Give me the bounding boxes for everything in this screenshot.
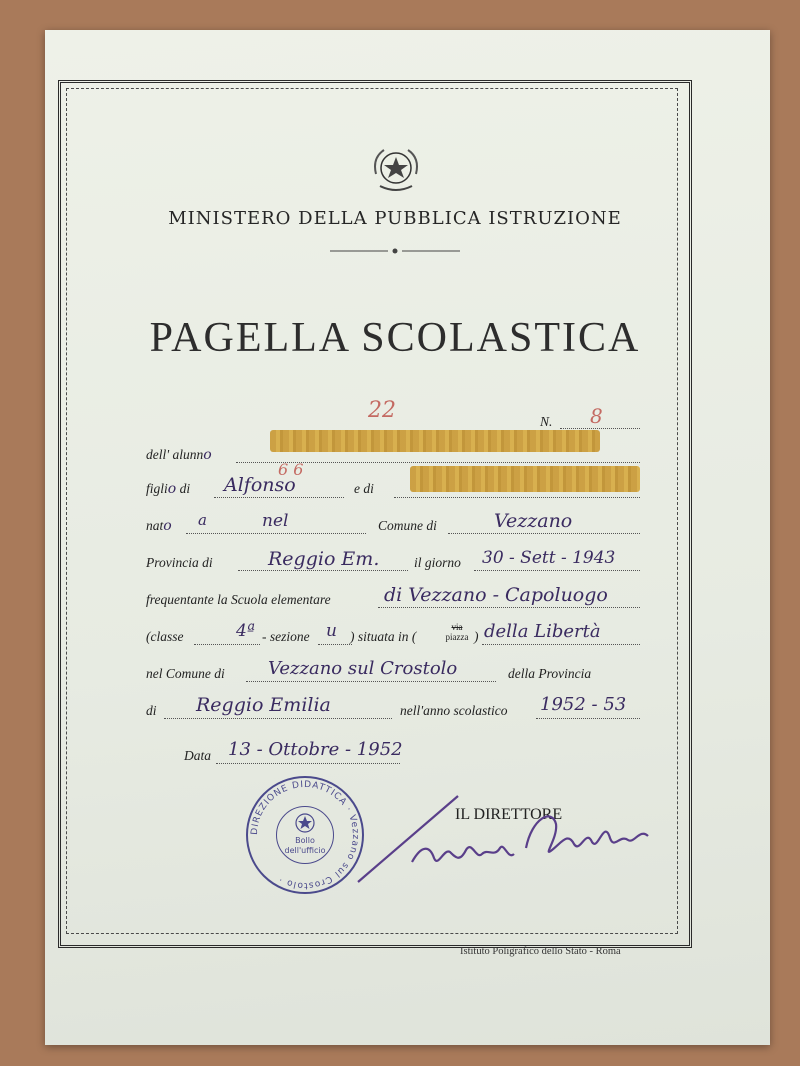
birth-date: 30 - Sett - 1943 xyxy=(482,548,616,568)
via-value: della Libertà xyxy=(484,621,601,642)
mother-line xyxy=(394,497,640,498)
situata-label: ) situata in ( xyxy=(350,629,417,644)
ornament-divider xyxy=(330,246,460,256)
redacted-student-name xyxy=(270,430,600,452)
nel-comune-line xyxy=(246,681,496,682)
italian-emblem-icon xyxy=(368,144,424,196)
father-name: Alfonso xyxy=(224,474,296,496)
director-label: IL DIRETTORE xyxy=(455,806,563,823)
di-label: di xyxy=(146,703,157,718)
anno-label: nell'anno scolastico xyxy=(400,703,508,718)
data-line xyxy=(216,763,400,764)
provincia-line xyxy=(238,570,408,571)
provincia-value: Reggio Em. xyxy=(268,548,380,570)
via-line xyxy=(482,644,640,645)
ministry-heading: MINISTERO DELLA PUBBLICA ISTRUZIONE xyxy=(168,208,622,229)
sezione-label: - sezione xyxy=(262,629,310,644)
sezione-line xyxy=(318,644,352,645)
red-pencil-mark-2: 6 6 xyxy=(278,460,304,479)
red-pencil-mark: 22 xyxy=(368,398,396,423)
sezione-value: u xyxy=(326,621,337,641)
number-line xyxy=(560,428,640,429)
della-provincia-label: della Provincia xyxy=(508,666,592,681)
nato-value: a xyxy=(198,511,207,529)
provincia2-line xyxy=(164,718,392,719)
data-label: Data xyxy=(184,748,211,763)
scuola-value: di Vezzano - Capoluogo xyxy=(384,584,608,606)
publisher-footer: Istituto Poligrafico dello Stato - Roma xyxy=(460,946,621,957)
nel-value: nel xyxy=(262,511,289,531)
stamp-emblem-icon xyxy=(293,812,317,834)
document-title: PAGELLA SCOLASTICA xyxy=(149,315,641,361)
provincia2-value: Reggio Emilia xyxy=(196,694,331,716)
classe-value: 4ª xyxy=(236,621,255,641)
data-value: 13 - Ottobre - 1952 xyxy=(228,739,403,760)
anno-line xyxy=(536,718,640,719)
number-label: N. xyxy=(540,414,553,429)
nel-comune-value: Vezzano sul Crostolo xyxy=(268,658,458,679)
father-line xyxy=(214,497,344,498)
alunno-label: dell' alunno xyxy=(146,447,212,463)
comune-line xyxy=(448,533,640,534)
redacted-mother-name xyxy=(410,466,640,492)
comune-value: Vezzano xyxy=(494,510,573,532)
frequentante-label: frequentante la Scuola elementare xyxy=(146,592,331,607)
number-value: 8 xyxy=(590,404,603,428)
classe-label: (classe xyxy=(146,629,184,644)
nato-label: nato xyxy=(146,518,172,534)
birth-date-line xyxy=(474,570,640,571)
director-signature xyxy=(352,788,662,888)
via-piazza-label: via piazza xyxy=(445,622,469,642)
classe-line xyxy=(194,644,260,645)
provincia-label: Provincia di xyxy=(146,555,213,570)
mother-label: e di xyxy=(354,481,374,496)
anno-value: 1952 - 53 xyxy=(540,694,627,715)
comune-label: Comune di xyxy=(378,518,437,533)
svg-text:DIREZIONE DIDATTICA · Vezzano: DIREZIONE DIDATTICA · Vezzano sul Crostolo · xyxy=(249,779,361,891)
stamp-bollo: Bollo xyxy=(295,836,315,845)
close-paren: ) xyxy=(474,629,479,644)
scuola-line xyxy=(378,607,640,608)
stamp-ufficio: dell'ufficio xyxy=(284,846,326,855)
nel-comune-label: nel Comune di xyxy=(146,666,225,681)
nato-line xyxy=(186,533,366,534)
figlio-label: figlio di xyxy=(146,481,191,497)
giorno-label: il giorno xyxy=(414,555,461,570)
